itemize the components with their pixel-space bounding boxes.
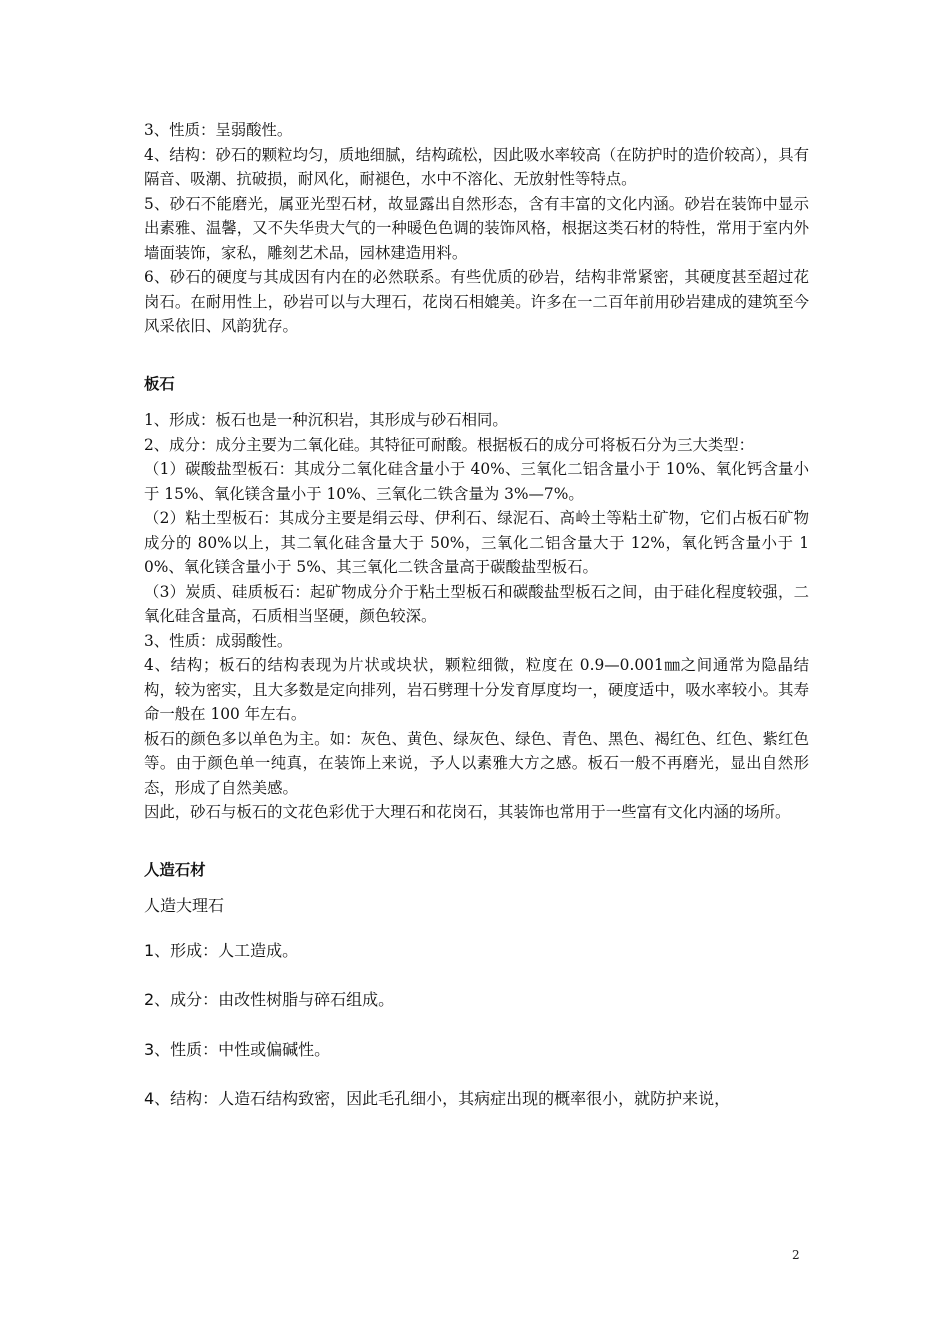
artificial-formation: 1、形成：人工造成。 (144, 940, 299, 960)
heading-spacer (144, 396, 809, 408)
artificial-structure: 4、结构：人造石结构致密，因此毛孔细小，其病症出现的概率很小，就防护来说， (144, 1089, 731, 1108)
slate-type-carbon-silica: （3）炭质、硅质板石：起矿物成分介于粘土型板石和碳酸盐型板石之间，由于硅化程度较强，二氧化硅含量高，石质相当坚硬，颜色较深。 (144, 582, 809, 625)
slate-heading: 板石 (144, 374, 175, 393)
page-number: 2 (792, 1248, 800, 1262)
slate-conclusion: 因此，砂石与板石的文花色彩优于大理石和花岗石，其装饰也常用于一些富有文化内涵的场所。 (144, 803, 791, 821)
sandstone-structure: 4、结构：砂石的颗粒均匀，质地细腻，结构疏松，因此吸水率较高（在防护时的造价较高），具有隔音、吸潮、抗破损，耐风化，耐褪色，水中不溶化、无放射性等特点。 (144, 145, 809, 188)
slate-property: 3、性质：成弱酸性。 (144, 631, 293, 650)
artificial-marble-subheading: 人造大理石 (144, 896, 225, 915)
section-spacer (144, 339, 809, 372)
page-content (144, 118, 809, 1112)
artificial-property: 3、性质：中性或偏碱性。 (144, 1039, 331, 1059)
slate-composition: 2、成分：成分主要为二氧化硅。其特征可耐酸。根据板石的成分可将板石分为三大类型： (144, 435, 755, 454)
slate-type-carbonate: （1）碳酸盐型板石：其成分二氧化硅含量小于 40%、三氧化二铝含量小于 10%、氧化钙含量小于 15%、氧化镁含量小于 10%、三氧化二铁含量为 3%—7%。 (144, 460, 809, 503)
slate-colors: 板石的颜色多以单色为主。如：灰色、黄色、绿灰色、绿色、青色、黑色、褐红色、红色、紫红色等。由于颜色单一纯真，在装饰上来说，予人以素雅大方之感。板石一般不再磨光，显出自然形态，形成了自然美感。 (144, 729, 809, 797)
section-spacer (144, 825, 809, 858)
artificial-composition: 2、成分：由改性树脂与碎石组成。 (144, 990, 395, 1009)
slate-formation: 1、形成：板石也是一种沉积岩，其形成与砂石相同。 (144, 411, 508, 429)
slate-structure: 4、结构；板石的结构表现为片状或块状，颗粒细微，粒度在 0.9—0.001㎜之间通常为隐晶结构，较为密实，且大多数是定向排列，岩石劈理十分发育厚度均一，硬度适中，吸水率较小。其寿命一般在 100 年左右。 (144, 656, 809, 723)
heading-spacer (144, 882, 809, 894)
artificial-stone-heading: 人造石材 (144, 860, 206, 879)
slate-type-clay: （2）粘土型板石：其成分主要是绢云母、伊利石、绿泥石、高岭土等粘土矿物，它们占板石矿物成分的 80%以上，其二氧化硅含量大于 50%，三氧化二铝含量大于 12%，氧化钙含量小于 10%、氧化镁含量小于 5%、其三氧化二铁含量高于碳酸盐型板石。 (144, 509, 809, 576)
sandstone-hardness: 6、砂石的硬度与其成因有内在的必然联系。有些优质的砂岩，结构非常紧密，其硬度甚至超过花岗石。在耐用性上，砂岩可以与大理石，花岗石相媲美。许多在一二百年前用砂岩建成的建筑至今风采依旧、风韵犹存。 (144, 268, 809, 335)
sandstone-property: 3、性质：呈弱酸性。 (144, 121, 293, 139)
sandstone-finish: 5、砂石不能磨光，属亚光型石材，故显露出自然形态，含有丰富的文化内涵。砂岩在装饰中显示出素雅、温馨，又不失华贵大气的一种暖色色调的装饰风格，根据这类石材的特性，常用于室内外墙面装饰，家私，雕刻艺术品，园林建造用料。 (144, 194, 809, 262)
